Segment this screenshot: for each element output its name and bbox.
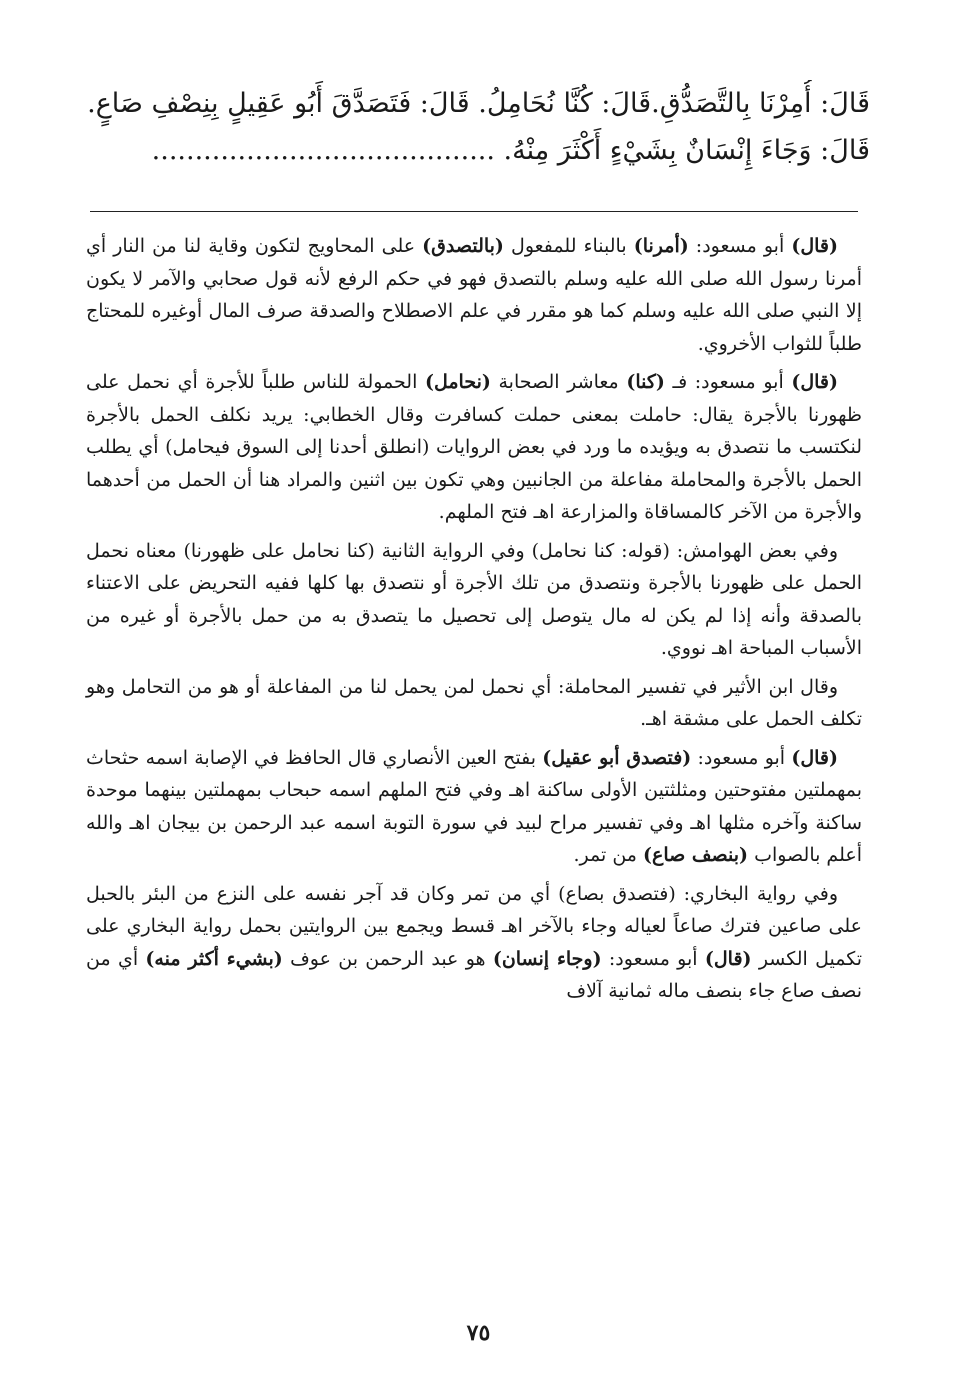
bold-term: (قال): [791, 371, 838, 393]
commentary-paragraph-1: [86, 230, 862, 360]
bold-term: (قال): [704, 947, 752, 970]
paragraph-text: على المحاويج لتكون وقاية لنا من النار أي أمرنا رسول الله صلى الله عليه وسلم بالتصدق فهو في حكم الرفع لأنه قول صحابي والآمر لا يكون إلا النبي صلى الله عليه وسلم كما هو مقرر في علم الاصطلاح والصدقة صرف المال أوغيره للمحتاج طلباً للثواب الأخروي.: [86, 235, 862, 355]
bold-term: (وجاء إنسان): [492, 947, 602, 970]
bold-term: (بشيء أكثر منه): [145, 947, 283, 970]
hadith-line-1: قَالَ: أُمِرْنَا بِالتَّصَدُّقِ.قَالَ: كُنَّا نُحَامِلُ. قَالَ: فَتَصَدَّقَ أَبُو عَقِيلٍ بِنِصْفِ صَاعٍ.: [87, 88, 870, 119]
paragraph-text: أبو مسعود:: [601, 947, 705, 970]
paragraph-text: بفتح العين الأنصاري قال الحافظ في الإصابة اسمه حثحاث بمهملتين مفتوحتين ومثلثتين الأولى ساكنة اهـ وفي فتح الملهم اسمه حبحاب بمهملتين بينهما موحدة ساكنة وآخره مثلها اهـ وفي تفسير مراح لبيد في سورة التوبة اسمه عبد الرحمن بن بيجان اهـ والله أعلم بالصواب: [86, 746, 862, 866]
commentary-paragraph-3: وفي بعض الهوامش: (قوله: كنا نحامل) وفي الرواية الثانية (كنا نحامل على ظهورنا) معناه نحمل الحمل على ظهورنا بالأجرة ونتصدق من تلك الأجرة أو نتصدق بها كلها ففيه التحريض على الاعتناء بالصدقة وأنه إذا لم يكن له مال يتوصل إلى تحصيل ما يتصدق به من حمل بالأجرة أو غيره من الأسباب المباحة اهـ نووي.: [86, 539, 862, 659]
paragraph-text: معاشر الصحابة: [490, 371, 627, 393]
hadith-line-2: قَالَ: وَجَاءَ إِنْسَانٌ بِشَيْءٍ أَكْثَرَ مِنْهُ. ........................................: [151, 135, 870, 166]
paragraph-text: أبو مسعود:: [691, 746, 792, 769]
bold-term: (أمرنا): [633, 235, 689, 257]
commentary-paragraph-4: وقال ابن الأثير في تفسير المحاملة: أي نحمل لمن يحمل لنا من المفاعلة أو هو من التحامل وهو تكلف الحمل على مشقة اهـ.: [86, 675, 862, 730]
bold-term: (نحامل): [424, 371, 491, 393]
bold-term: (قال): [791, 235, 838, 257]
paragraph-text: وفي رواية البخاري: (فتصدق بصاع) أي من تمر وكان قد آجر نفسه على النزع من البئر بالحبل على صاعين فترك صاعاً لعياله وجاء بالآخر اهـ قسط ويجمع بين الروايتين بحمل رواية البخاري على تكميل الكسر: [86, 882, 862, 970]
paragraph-text: هو عبد الرحمن بن عوف: [282, 947, 493, 970]
divider-line: [90, 211, 858, 212]
commentary-paragraph-6: [86, 878, 862, 1008]
page-number: ٧٥: [466, 1320, 491, 1346]
bold-term: (فتصدق أبو عقيل): [542, 746, 692, 769]
paragraph-text: الحمولة للناس طلباً للأجرة أي نحمل على ظهورنا بالأجرة يقال: حاملت بمعنى حملت كسافرت وقال الخطابي: يريد نكلف الحمل بالأجرة لنكتسب ما نتصدق به ويؤيده ما ورد في بعض الروايات (انطلق أحدنا إلى السوق فيحامل) أي يطلب الحمل بالأجرة والمحاملة مفاعلة من الجانبين وهي تكون بين اثنين والمراد هنا أن الحمل من أحدهما والأجرة من الآخر كالمساقاة والمزارعة اهـ فتح الملهم.: [86, 371, 862, 523]
paragraph-text: أي من نصف صاع جاء بنصف ماله ثمانية آلاف: [86, 947, 862, 1002]
bold-term: (بنصف صاع): [643, 844, 749, 866]
paragraph-text: من تمر.: [573, 844, 643, 866]
commentary-paragraph-5: [86, 742, 862, 872]
bold-term: (قال): [791, 746, 838, 769]
bold-term: (كنا): [626, 371, 665, 393]
paragraph-text: أبو مسعود: فـ: [664, 371, 792, 393]
paragraph-text: أبو مسعود:: [688, 235, 792, 257]
commentary-text: [86, 230, 862, 1014]
paragraph-text: بالبناء للمفعول: [503, 235, 634, 257]
hadith-text: [80, 80, 870, 174]
commentary-paragraph-2: [86, 366, 862, 529]
bold-term: (بالتصدق): [422, 235, 504, 257]
